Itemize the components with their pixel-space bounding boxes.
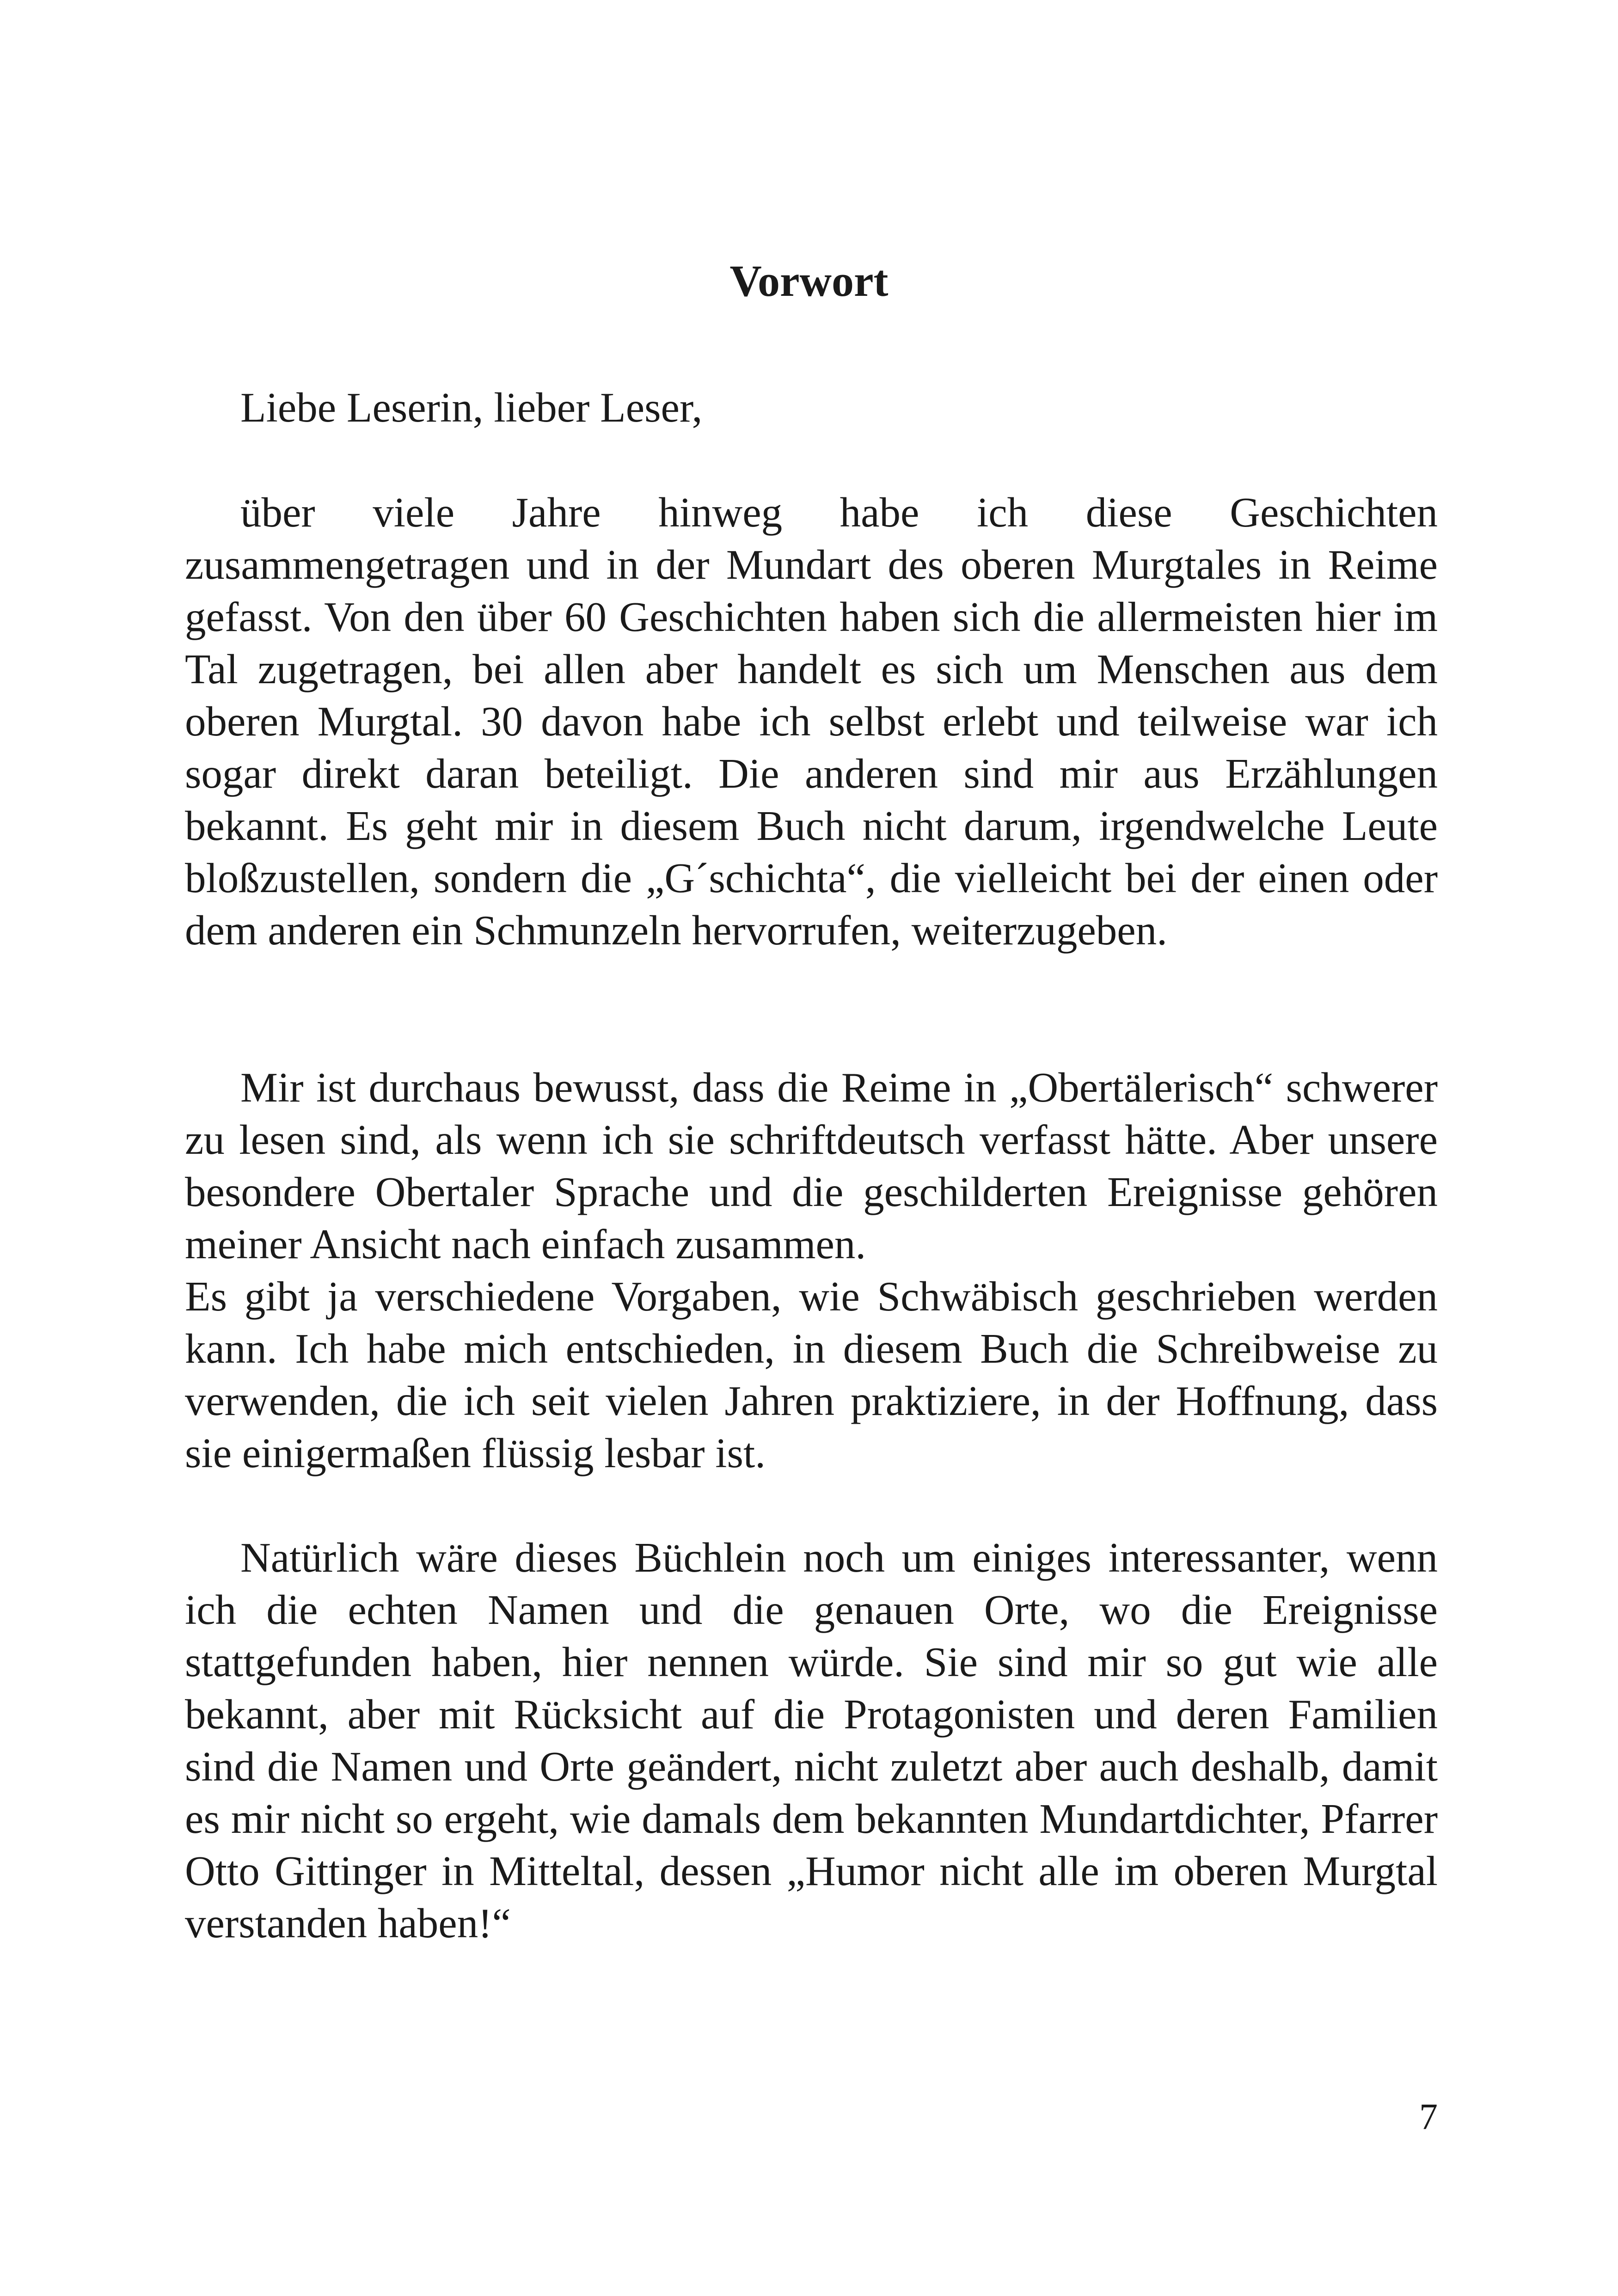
paragraph-3: Natürlich wäre dieses Büchlein noch um einiges interessanter, wenn ich die echten Namen und die genauen Orte, wo die Ereignisse stattgefunden haben, hier nennen würde. Sie sind mir so gut wie alle bekannt, aber mit Rücksicht auf die Protagonisten und deren Familien sind die Namen und Orte geändert, nicht zuletzt aber auch deshalb, damit es mir nicht so ergeht, wie damals dem bekannten Mundartdichter, Pfarrer Otto Gittinger in Mitteltal, dessen „Humor nicht alle im oberen Murgtal verstanden haben!“: [185, 1534, 1438, 1947]
page-number: 7: [1419, 2097, 1438, 2137]
paragraph-2-continuation: Es gibt ja verschiedene Vorgaben, wie Schwäbisch geschrieben werden kann. Ich habe mich entschieden, in diesem Buch die Schreibweise zu verwenden, die ich seit vielen Jahren praktiziere, in der Hoffnung, dass sie einigermaßen flüssig lesbar ist.: [185, 1273, 1438, 1476]
paragraph-2: Mir ist durchaus bewusst, dass die Reime in „Obertälerisch“ schwerer zu lesen sind, als wenn ich sie schriftdeutsch verfasst hätte. Aber unsere besondere Obertaler Sprache und die geschilderten Ereignisse gehören meiner Ansicht nach einfach zusammen.: [185, 1064, 1438, 1267]
salutation: Liebe Leserin, lieber Leser,: [240, 384, 703, 431]
paragraph-1: über viele Jahre hinweg habe ich diese Geschichten zusammengetragen und in der Mundart des oberen Murgtales in Reime gefasst. Von den über 60 Geschichten haben sich die allermeisten hier im Tal zugetragen, bei allen aber handelt es sich um Menschen aus dem oberen Murgtal. 30 davon habe ich selbst erlebt und teilweise war ich sogar direkt daran beteiligt. Die anderen sind mir aus Erzählungen bekannt. Es geht mir in diesem Buch nicht darum, irgendwelche Leute bloßzustellen, sondern die „G´schichta“, die vielleicht bei der einen oder dem anderen ein Schmunzeln hervorrufen, weiterzugeben.: [185, 489, 1438, 954]
page-title: Vorwort: [729, 256, 889, 306]
